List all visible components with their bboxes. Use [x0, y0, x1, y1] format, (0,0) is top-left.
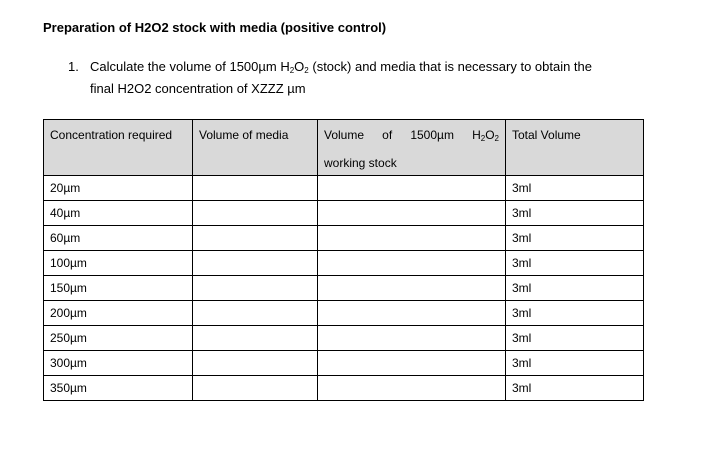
cell-volume-stock[interactable]	[318, 251, 506, 276]
cell-concentration: 300µm	[44, 351, 193, 376]
instruction-item	[68, 58, 648, 98]
list-number: 1.	[68, 59, 79, 74]
cell-volume-media[interactable]	[193, 276, 318, 301]
table-row	[44, 301, 644, 326]
cell-concentration: 350µm	[44, 376, 193, 401]
header-concentration: Concentration required	[44, 120, 193, 176]
cell-concentration: 60µm	[44, 226, 193, 251]
header-word: of	[382, 128, 393, 142]
volume-table	[43, 119, 644, 401]
cell-volume-media[interactable]	[193, 176, 318, 201]
cell-concentration: 100µm	[44, 251, 193, 276]
instruction-line1-pre: Calculate the volume of 1500µm H	[90, 59, 290, 74]
cell-volume-media[interactable]	[193, 301, 318, 326]
instruction-line2: final H2O2 concentration of XZZZ µm	[90, 81, 306, 96]
header-formula: $H_2O_2$	[472, 128, 499, 143]
subscript: 2	[304, 66, 309, 75]
instruction-line1-mid: O	[294, 59, 305, 74]
cell-total-volume: 3ml	[506, 351, 644, 376]
cell-concentration: 200µm	[44, 301, 193, 326]
cell-volume-media[interactable]	[193, 326, 318, 351]
cell-volume-stock[interactable]	[318, 301, 506, 326]
header-word: 1500µm	[410, 128, 454, 142]
cell-total-volume: 3ml	[506, 201, 644, 226]
header-line2: working stock	[324, 156, 397, 170]
subscript: 2	[289, 66, 295, 75]
cell-total-volume: 3ml	[506, 226, 644, 251]
cell-volume-media[interactable]	[193, 351, 318, 376]
cell-volume-media[interactable]	[193, 251, 318, 276]
table-row	[44, 326, 644, 351]
cell-total-volume: 3ml	[506, 376, 644, 401]
page-title: Preparation of H2O2 stock with media (positive control)	[43, 20, 387, 35]
table-row	[44, 276, 644, 301]
cell-total-volume: 3ml	[506, 276, 644, 301]
header-volume-stock	[318, 120, 506, 176]
cell-volume-stock[interactable]	[318, 376, 506, 401]
cell-total-volume: 3ml	[506, 301, 644, 326]
table-row	[44, 201, 644, 226]
header-word: Volume	[324, 128, 365, 142]
cell-volume-media[interactable]	[193, 226, 318, 251]
cell-volume-stock[interactable]	[318, 326, 506, 351]
cell-volume-stock[interactable]	[318, 276, 506, 301]
cell-concentration: 250µm	[44, 326, 193, 351]
cell-volume-stock[interactable]	[318, 226, 506, 251]
table-row	[44, 351, 644, 376]
cell-concentration: 150µm	[44, 276, 193, 301]
table-row	[44, 376, 644, 401]
cell-total-volume: 3ml	[506, 326, 644, 351]
cell-total-volume: 3ml	[506, 176, 644, 201]
instruction-text	[90, 58, 648, 98]
cell-volume-media[interactable]	[193, 376, 318, 401]
table-header-row	[44, 120, 644, 176]
cell-total-volume: 3ml	[506, 251, 644, 276]
cell-volume-stock[interactable]	[318, 176, 506, 201]
cell-volume-stock[interactable]	[318, 201, 506, 226]
header-volume-media: Volume of media	[193, 120, 318, 176]
cell-volume-stock[interactable]	[318, 351, 506, 376]
header-total-volume: Total Volume	[506, 120, 644, 176]
table-row	[44, 251, 644, 276]
instruction-line1-post: (stock) and media that is necessary to obtain the	[308, 59, 593, 74]
table-row	[44, 226, 644, 251]
table-row	[44, 176, 644, 201]
cell-volume-media[interactable]	[193, 201, 318, 226]
table-body	[44, 176, 644, 401]
cell-concentration: 20µm	[44, 176, 193, 201]
cell-concentration: 40µm	[44, 201, 193, 226]
